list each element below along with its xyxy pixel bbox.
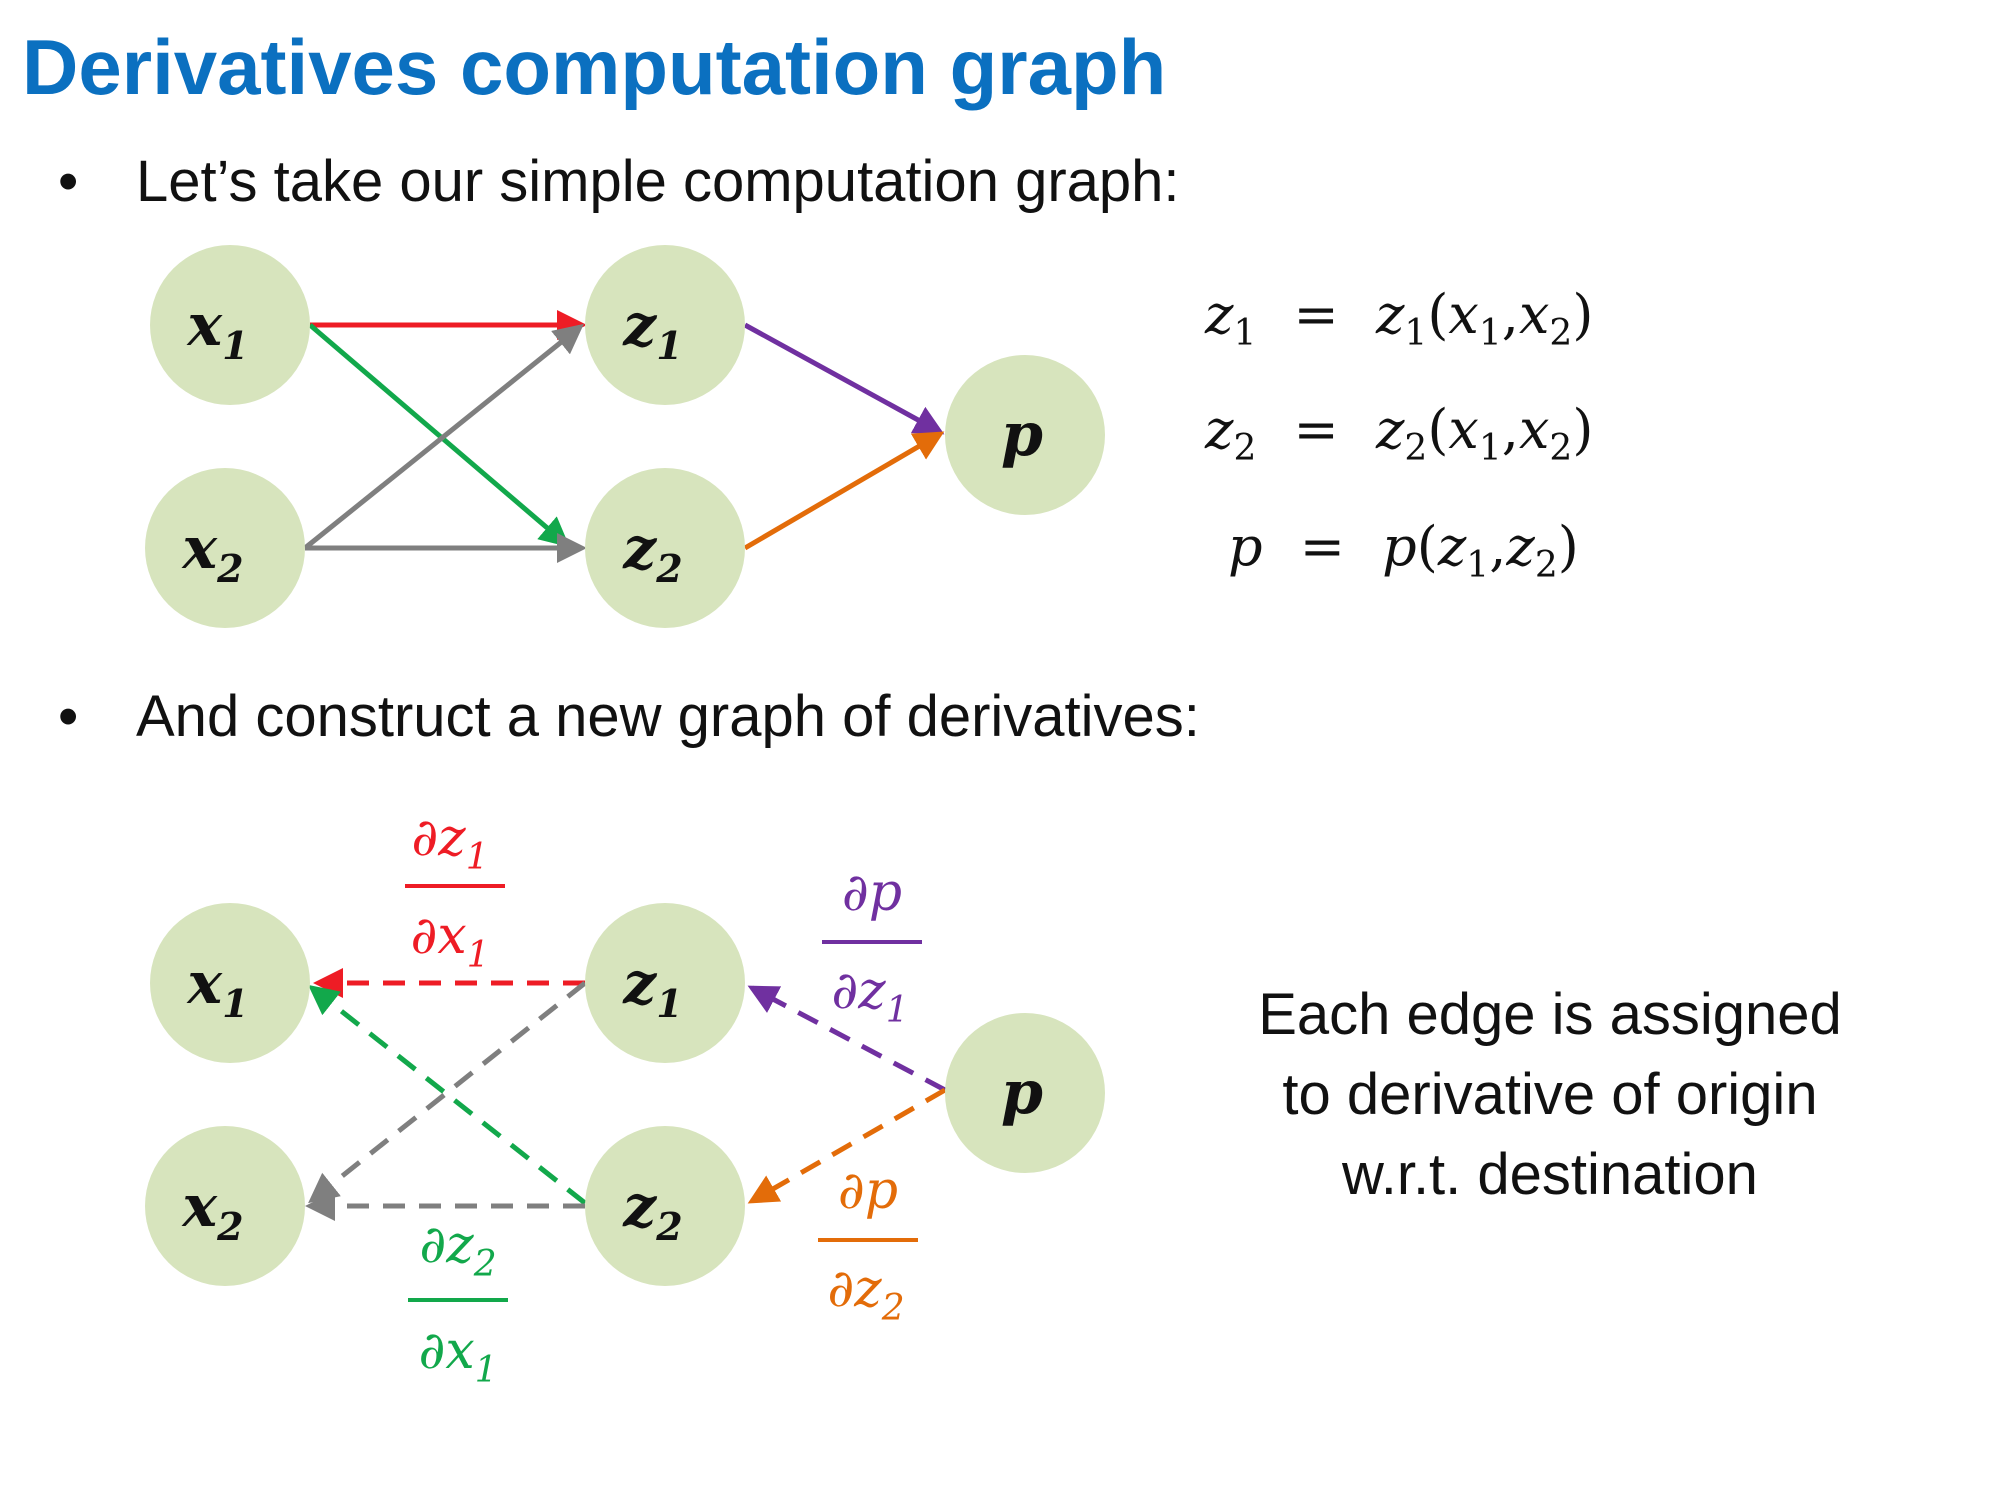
bullet-2-marker: • <box>58 684 79 749</box>
node-x2 <box>145 468 305 628</box>
svg-text:z1 = z1(x1,x2): $z_1$ = $z_1(x_1,x_2)$ <box>1205 283 1594 354</box>
svg-text:x2: $x_2$ <box>182 1172 244 1249</box>
deriv-node-x2 <box>145 1126 305 1286</box>
edge-x2-z1 <box>305 327 580 548</box>
svg-text:z1: $z_1$ <box>623 291 683 368</box>
svg-text:x1: $x_1$ <box>187 291 249 368</box>
deriv-node-x1 <box>150 903 310 1063</box>
deriv-node-p <box>945 1013 1105 1173</box>
svg-text:p: p <box>1001 400 1043 470</box>
svg-text:∂z2: $\partial z_2$ <box>419 1215 497 1285</box>
bullet-1-text: Let’s take our simple computation graph: <box>136 149 1180 214</box>
equation-p <box>1228 515 1579 586</box>
deriv-edge-z1-x2 <box>312 983 585 1200</box>
note-line-2: to derivative of origin <box>1282 1062 1818 1127</box>
node-z1 <box>585 245 745 405</box>
svg-text:z1: $z_1$ <box>623 949 683 1026</box>
deriv-node-z1 <box>585 903 745 1063</box>
svg-text:p: p <box>1001 1058 1043 1128</box>
equation-z2 <box>1204 398 1593 473</box>
svg-text:∂p: ∂p <box>837 1161 899 1221</box>
note-line-3: w.r.t. destination <box>1342 1142 1758 1207</box>
svg-text:z2: $z_2$ <box>623 514 683 591</box>
edge-z1-p <box>745 325 940 432</box>
fraction-dz2-dx1 <box>408 1215 508 1391</box>
svg-text:x1: $x_1$ <box>187 949 249 1026</box>
node-x1 <box>150 245 310 405</box>
svg-text:x2: $x_2$ <box>182 514 244 591</box>
svg-text:∂x1: $\partial x_1$ <box>418 1321 498 1391</box>
deriv-edge-z2-x1 <box>312 988 585 1203</box>
svg-text:∂z1: $\partial z_1$ <box>411 808 489 878</box>
svg-text:z2: $z_2$ <box>623 1172 683 1249</box>
fraction-dp-dz2 <box>818 1161 918 1329</box>
svg-text:∂x1: $\partial x_1$ <box>410 906 490 976</box>
bullet-1-marker: • <box>58 149 79 214</box>
svg-text:p = p(z1,z2): p = $p(z_1,z_2)$ <box>1228 515 1579 586</box>
note-line-1: Each edge is assigned <box>1258 982 1842 1047</box>
slide-title: Derivatives computation graph <box>22 23 1167 111</box>
node-p <box>945 355 1105 515</box>
fraction-dp-dz1 <box>822 863 922 1031</box>
svg-text:z2 = z2(x1,x2): $z_2$ = $z_2(x_1,x_2)$ <box>1205 398 1594 469</box>
deriv-node-z2 <box>585 1126 745 1286</box>
explanation-note <box>1200 975 1900 1215</box>
svg-text:∂z2: $\partial z_2$ <box>827 1259 905 1329</box>
svg-text:∂z1: $\partial z_1$ <box>831 961 909 1031</box>
edge-z2-p <box>745 434 940 548</box>
bullet-2-text: And construct a new graph of derivatives: <box>136 684 1200 749</box>
svg-text:∂p: ∂p <box>841 863 903 923</box>
node-z2 <box>585 468 745 628</box>
equation-z1 <box>1204 283 1593 358</box>
fraction-dz1-dx1 <box>405 808 505 976</box>
